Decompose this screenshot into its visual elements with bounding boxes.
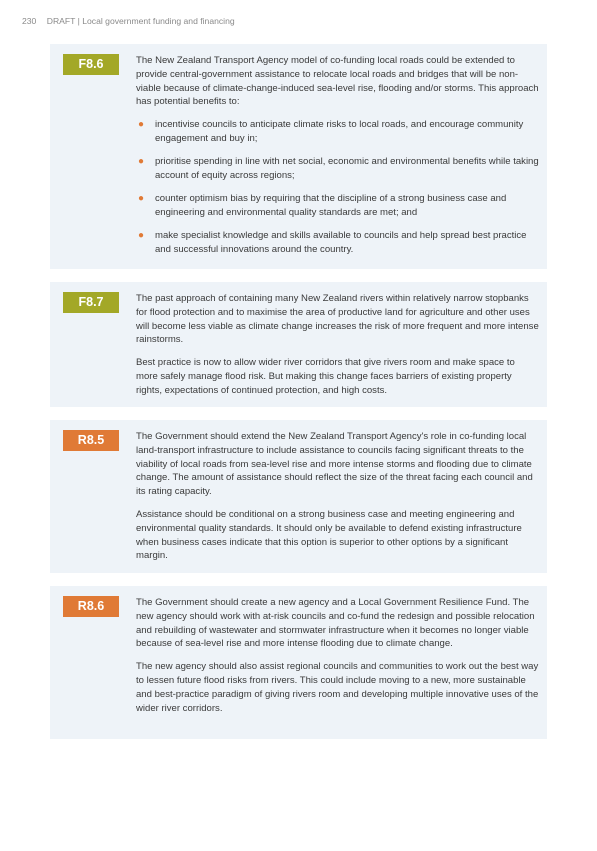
paragraph: Assistance should be conditional on a strong business case and meeting engineering and environmental quality standards. It should only be available to defend existing infrastructure when business cases indicate that this option is superior to other options by a significant margin.: [136, 508, 522, 562]
list-item: [136, 118, 539, 146]
recommendation-tag: R8.5: [63, 430, 119, 451]
finding-content: [136, 54, 539, 267]
paragraph: Best practice is now to allow wider river corridors that give rivers room and make space to more safely manage flood risk. But making this change faces barriers of existing property rights, expectations of continued protection, and high costs.: [136, 357, 515, 396]
paragraph: The Government should extend the New Zealand Transport Agency's role in co-funding local land-transport infrastructure to include assistance to councils facing significant threats to the viability of local roads from sea-level rise and more intense storms and flooding due to climate change. The amount of assistance should reflect the size of the threat facing each council and its rating capacity.: [136, 431, 533, 498]
page-header: [22, 16, 235, 26]
list-item-text: make specialist knowledge and skills available to councils and help spread best practice and successful innovations around the country.: [155, 230, 527, 256]
paragraph: The Government should create a new agency and a Local Government Resilience Fund. The new agency should work with at-risk councils and co-fund the redesign and possible relocation and rebuilding of wastewater and stormwater infrastructure when it becomes no longer viable because of sea-level rise and more intense flooding due to climate change.: [136, 597, 535, 650]
finding-tag: F8.7: [63, 292, 119, 313]
list-item: [136, 192, 539, 220]
paragraph: The past approach of containing many New Zealand rivers within relatively narrow stopbanks for flood protection and to maximise the area of productive land for agriculture and other uses will become less viable as climate change increases the risk of more frequent and more intense rainstorms.: [136, 293, 539, 346]
bullet-icon: ●: [138, 193, 145, 205]
bullet-icon: ●: [138, 156, 145, 168]
page-number: 230: [22, 16, 37, 26]
finding-box-f8-7: [50, 282, 547, 407]
paragraph: The new agency should also assist regional councils and communities to work out the best way to lessen future flood risks from rivers. This could include moving to a new, more sustainable and best-practice paradigm of giving rivers room and developing multiple innovative uses of the wider river corridors.: [136, 661, 539, 714]
finding-tag: F8.6: [63, 54, 119, 75]
benefits-list: [136, 118, 539, 257]
recommendation-tag: R8.6: [63, 596, 119, 617]
recommendation-content: [136, 430, 539, 572]
list-item-text: counter optimism bias by requiring that the discipline of a strong business case and engineering and environmental quality standards are met; and: [155, 193, 507, 219]
list-item-text: prioritise spending in line with net social, economic and environmental benefits while taking account of equity across regions;: [155, 156, 539, 182]
recommendation-content: [136, 596, 539, 724]
finding-content: [136, 292, 539, 407]
recommendation-box-r8-5: [50, 420, 547, 573]
finding-box-f8-6: [50, 44, 547, 269]
document-title: DRAFT | Local government funding and financing: [46, 16, 235, 26]
bullet-icon: ●: [138, 119, 145, 131]
recommendation-box-r8-6: [50, 586, 547, 739]
list-item-text: incentivise councils to anticipate climate risks to local roads, and encourage community engagement and buy in;: [155, 119, 524, 144]
list-item: [136, 155, 539, 183]
finding-intro: The New Zealand Transport Agency model of co-funding local roads could be extended to provide central-government assistance to relocate local roads and bridges that will be non-viable because of climate-change-induced sea-level rise, flooding and/or storms. This approach has potential benefits to:: [136, 55, 539, 108]
bullet-icon: ●: [138, 230, 145, 242]
list-item: [136, 229, 539, 257]
